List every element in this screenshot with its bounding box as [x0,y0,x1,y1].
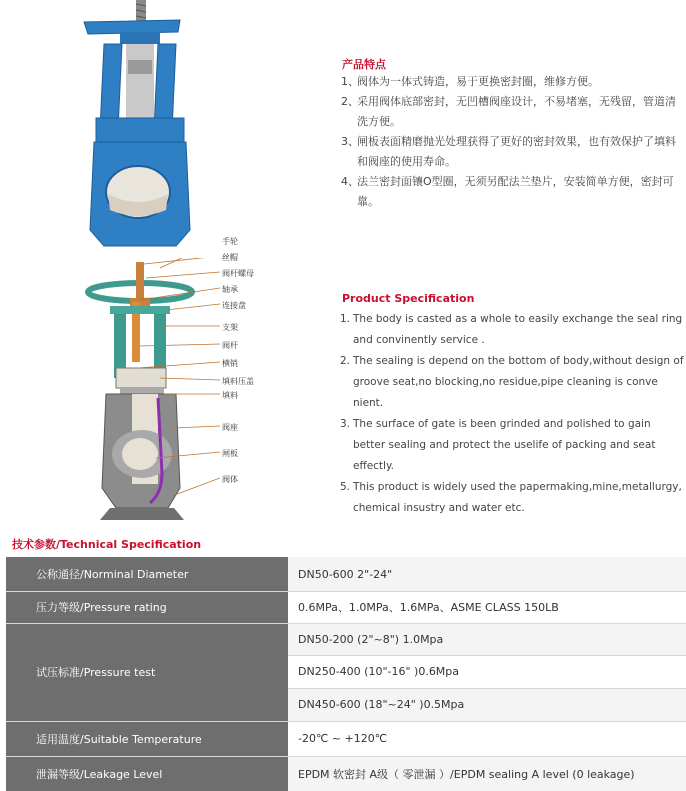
spec-value: DN50-600 2"-24" [288,557,686,591]
part-label: 阀杆螺母 [222,269,254,278]
list-item: 2、 采用阀体底部密封，无凹槽阀座设计，不易堵塞，无残留，管道清洗方便。 [341,95,676,128]
row-divider [6,591,686,592]
part-label: 手轮 [222,237,238,246]
spec-label: 试压标准/Pressure test [6,623,288,721]
tech-spec-table [6,557,686,791]
part-label: 支架 [222,323,238,332]
spec-value: DN50-200 (2"~8") 1.0Mpa [288,623,686,655]
spec-label: 公称通径/Norminal Diameter [6,557,288,591]
list-item: 5. This product is widely used the papermaking,mine,metallurgy, chemical insustry and water etc. [340,481,682,514]
features-cn-title: 产品特点 [342,58,386,71]
row-divider [288,688,686,689]
part-label: 横销 [222,359,238,368]
spec-en-title: Product Specification [342,292,475,305]
valve-cutaway-diagram [80,258,220,528]
part-label: 闸板 [222,449,238,458]
spec-label: 适用温度/Suitable Temperature [6,721,288,756]
list-item: 3. The surface of gate is been grinded and polished to gain better sealing and protect the uselife of packing and seat effectly. [340,418,656,472]
part-label: 阀体 [222,475,238,484]
list-item: 2. The sealing is depend on the bottom of body,without design of groove seat,no blocking,no residue,pipe cleaning is conve nient. [340,355,684,409]
spec-value: DN450-600 (18"~24" )0.5Mpa [288,688,686,721]
list-item: 3、 闸板表面精磨抛光处理获得了更好的密封效果，也有效保护了填料和阀座的使用寿命。 [341,135,676,168]
part-label: 轴承 [222,285,238,294]
row-divider [6,756,686,757]
row-divider [6,721,686,722]
spec-en-list [340,309,686,519]
part-labels [222,236,282,486]
tech-spec-title: 技术参数/Technical Specification [12,538,202,551]
spec-value: 0.6MPa、1.0MPa、1.6MPa、ASME CLASS 150LB [288,591,686,623]
features-cn-list [341,72,681,212]
spec-value: -20℃ ~ +120℃ [288,721,686,756]
part-label: 填料 [222,391,238,400]
row-divider [288,655,686,656]
part-label: 阀杆 [222,341,238,350]
part-label: 填料压盖 [222,377,254,386]
list-item: 4、 法兰密封面镶O型圈，无须另配法兰垫片，安装简单方便，密封可靠。 [341,175,674,208]
list-item: 1. The body is casted as a whole to easily exchange the seal ring and convinently service . [340,313,683,346]
part-label: 丝帽 [222,253,238,262]
spec-value: EPDM 软密封 A级（ 零泄漏 ）/EPDM sealing A level (0 leakage) [288,756,686,791]
spec-value: DN250-400 (10"-16" )0.6Mpa [288,655,686,688]
part-label: 阀座 [222,423,238,432]
valve-photo [80,0,210,252]
spec-label: 压力等级/Pressure rating [6,591,288,623]
spec-label: 泄漏等级/Leakage Level [6,756,288,791]
list-item: 1、 阀体为一体式铸造，易于更换密封圈，维修方便。 [341,75,599,88]
row-divider [6,623,686,624]
part-label: 连接盘 [222,301,246,310]
